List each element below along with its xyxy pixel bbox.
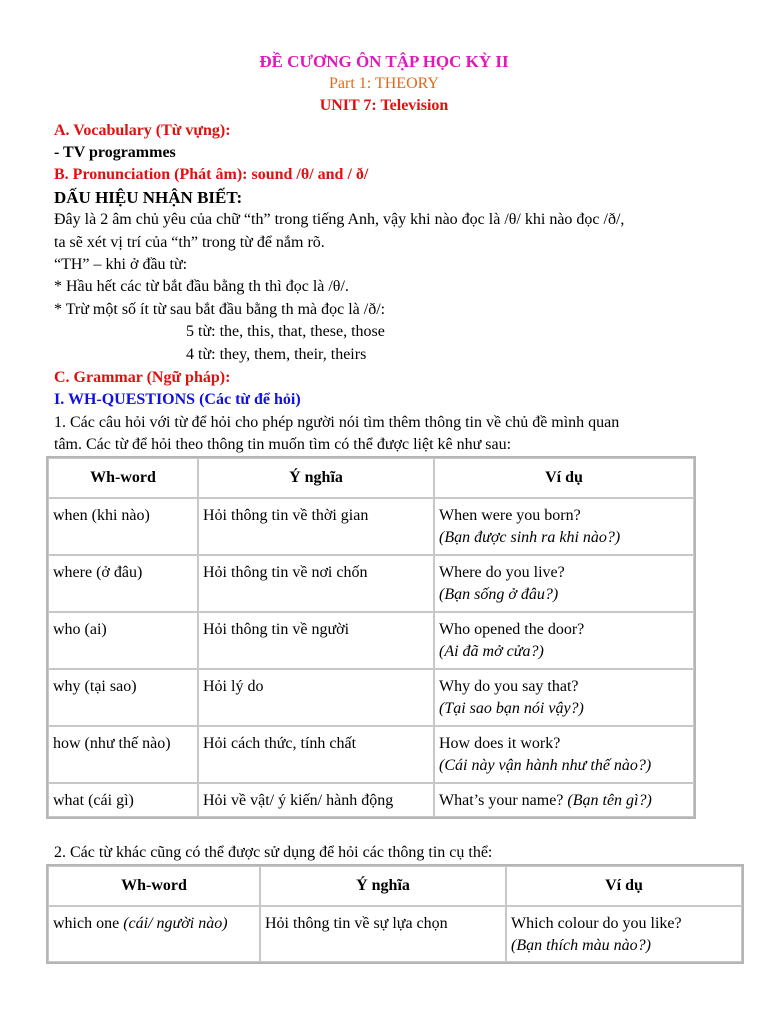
header-wh-word: Wh-word <box>48 866 260 906</box>
meaning-cell: Hỏi cách thức, tính chất <box>198 726 434 783</box>
example-translation: (Cái này vận hành như thế nào?) <box>439 757 652 774</box>
example-translation: (Bạn tên gì?) <box>567 792 652 809</box>
wh-questions-heading: I. WH-QUESTIONS (Các từ để hỏi) <box>54 391 301 408</box>
pronunciation-heading: B. Pronunciation (Phát âm): sound /θ/ and / ð/ <box>54 166 369 183</box>
other-question-words-table <box>46 864 744 964</box>
grammar-intro-2: tâm. Các từ để hỏi theo thông tin muốn tìm có thể được liệt kê như sau: <box>54 436 512 453</box>
wh-word-cell: when (khi nào) <box>48 498 198 555</box>
table-row <box>48 612 694 669</box>
wh-word-cell: what (cái gì) <box>48 783 198 817</box>
example-text: How does it work? <box>439 735 561 752</box>
wh-word-cell: how (như thế nào) <box>48 726 198 783</box>
example-translation: (Ai đã mở cửa?) <box>439 643 544 660</box>
table-header-row <box>48 458 694 498</box>
vocabulary-heading: A. Vocabulary (Từ vựng): <box>54 122 231 139</box>
pronunciation-text-5: * Trừ một số ít từ sau bắt đầu bằng th mà đọc là /ð/: <box>54 301 386 318</box>
meaning-cell: Hỏi thông tin về thời gian <box>198 498 434 555</box>
grammar-heading: C. Grammar (Ngữ pháp): <box>54 369 231 386</box>
header-meaning: Ý nghĩa <box>198 458 434 498</box>
example-cell <box>434 612 694 669</box>
example-translation: (Bạn sống ở đâu?) <box>439 586 559 603</box>
example-cell <box>434 669 694 726</box>
header-example: Ví dụ <box>434 458 694 498</box>
header-meaning: Ý nghĩa <box>260 866 506 906</box>
table-row <box>48 669 694 726</box>
meaning-cell: Hỏi thông tin về nơi chốn <box>198 555 434 612</box>
part-heading: Part 1: THEORY <box>329 75 439 92</box>
wh-word-text: which one <box>53 915 120 932</box>
meaning-cell: Hỏi lý do <box>198 669 434 726</box>
wh-words-table <box>46 456 696 819</box>
example-cell <box>434 498 694 555</box>
table-row <box>48 555 694 612</box>
table-row <box>48 726 694 783</box>
table-row <box>48 783 694 817</box>
grammar-intro-1: 1. Các câu hỏi với từ để hỏi cho phép người nói tìm thêm thông tin về chủ đề mình quan <box>54 414 620 431</box>
example-text: What’s your name? <box>439 792 564 809</box>
header-example: Ví dụ <box>506 866 742 906</box>
example-cell <box>434 726 694 783</box>
wh-word-cell: who (ai) <box>48 612 198 669</box>
example-text: Where do you live? <box>439 564 565 581</box>
unit-heading: UNIT 7: Television <box>319 97 449 114</box>
sign-heading: DẤU HIỆU NHẬN BIẾT: <box>54 188 243 207</box>
table-row <box>48 906 742 962</box>
pronunciation-text-2: ta sẽ xét vị trí của “th” trong từ để nắm rõ. <box>54 234 325 251</box>
example-cell <box>434 555 694 612</box>
pronunciation-text-6: 5 từ: the, this, that, these, those <box>186 323 385 340</box>
example-text: Which colour do you like? <box>511 915 682 932</box>
pronunciation-text-3: “TH” – khi ở đầu từ: <box>54 256 188 273</box>
example-translation: (Bạn thích màu nào?) <box>511 937 651 954</box>
meaning-cell: Hỏi thông tin về sự lựa chọn <box>260 906 506 962</box>
grammar-intro-3: 2. Các từ khác cũng có thể được sử dụng để hỏi các thông tin cụ thể: <box>54 844 493 861</box>
table-row <box>48 498 694 555</box>
wh-word-note: (cái/ người nào) <box>123 915 228 932</box>
example-cell <box>506 906 742 962</box>
wh-word-cell: why (tại sao) <box>48 669 198 726</box>
example-cell <box>434 783 694 817</box>
pronunciation-text-1: Đây là 2 âm chủ yêu của chữ “th” trong tiếng Anh, vậy khi nào đọc là /θ/ khi nào đọc /ð/, <box>54 211 625 228</box>
table-header-row <box>48 866 742 906</box>
vocabulary-item: - TV programmes <box>54 144 176 161</box>
meaning-cell: Hỏi về vật/ ý kiến/ hành động <box>198 783 434 817</box>
pronunciation-text-4: * Hầu hết các từ bắt đầu bằng th thì đọc là /θ/. <box>54 278 349 295</box>
pronunciation-text-7: 4 từ: they, them, their, theirs <box>186 346 367 363</box>
example-text: Who opened the door? <box>439 621 585 638</box>
meaning-cell: Hỏi thông tin về người <box>198 612 434 669</box>
example-translation: (Tại sao bạn nói vậy?) <box>439 700 584 717</box>
header-wh-word: Wh-word <box>48 458 198 498</box>
document-title: ĐỀ CƯƠNG ÔN TẬP HỌC KỲ II <box>259 52 509 71</box>
example-text: Why do you say that? <box>439 678 579 695</box>
example-text: When were you born? <box>439 507 581 524</box>
wh-word-cell: where (ở đâu) <box>48 555 198 612</box>
wh-word-cell <box>48 906 260 962</box>
example-translation: (Bạn được sinh ra khi nào?) <box>439 529 621 546</box>
